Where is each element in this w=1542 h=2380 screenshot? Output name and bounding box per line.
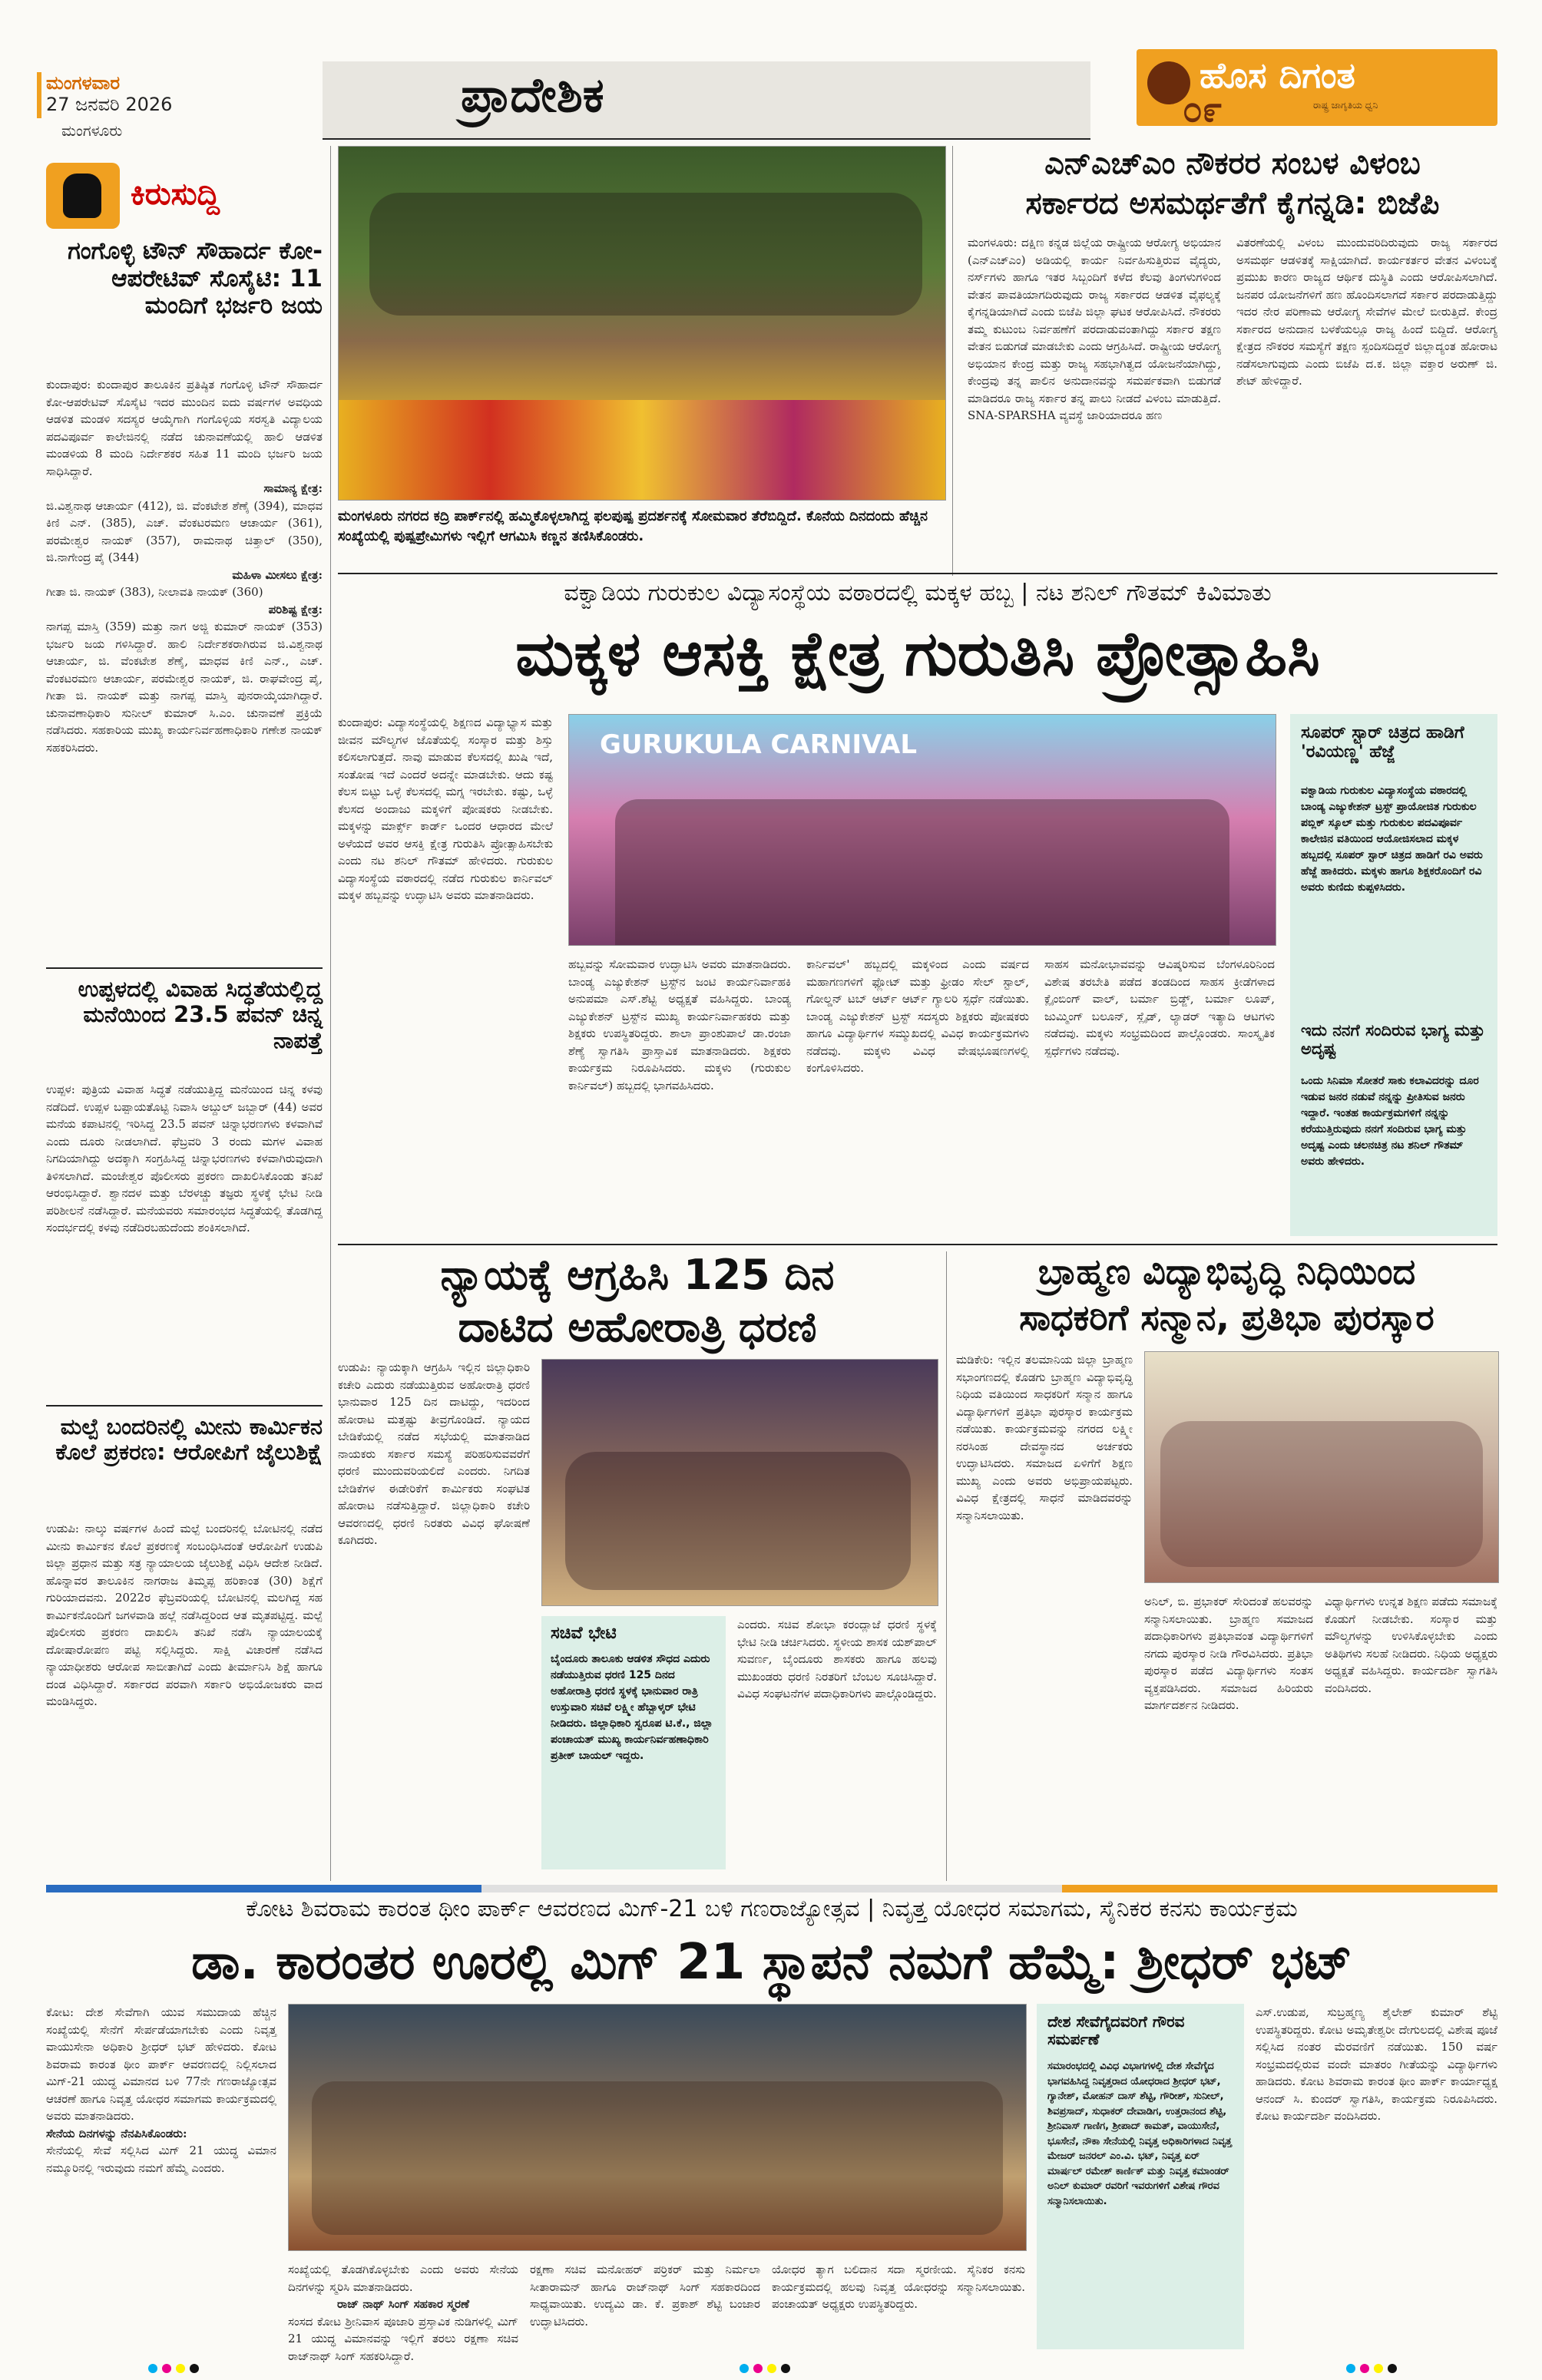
carnival-banner-text: GURUKULA CARNIVAL — [600, 729, 918, 760]
orange-date-bar — [37, 72, 41, 118]
mig21-headline: ಡಾ. ಕಾರಂತರ ಊರಲ್ಲಿ ಮಿಗ್ 21 ಸ್ಥಾಪನೆ ನಮಗೆ ಹೆಮ್ಮೆ: ಶ್ರೀಧರ್ ಭಟ್ — [191, 1934, 1352, 1991]
mig21-col-5: ಎಸ್.ಉಡುಪ, ಸುಬ್ರಹ್ಮಣ್ಯ ಶೈಲೇಶ್ ಕುಮಾರ್ ಶೆಟ್ಟಿ ಉಪಸ್ಥಿತರಿದ್ದರು. ಕೋಟ ಅಮೃತೇಶ್ವರೀ ದೇಗುಲದಲ್ಲಿ ವಿಶೇಷ ಪೂಜೆ ಸಲ್ಲಿಸಿದ ನಂತರ ಮೆರವಣಿಗೆ ನಡೆಯಿತು. 150 ವರ್ಷ ಸಂಭ್ರಮದಲ್ಲಿರುವ ವಂದೇ ಮಾತರಂ ಗೀತೆಯನ್ನು ವಿದ್ಯಾರ್ಥಿಗಳು ಹಾಡಿದರು. ಕೋಟ ಶಿವರಾಮ ಕಾರಂತ ಥೀಂ ಪಾರ್ಕ್ ಕಾರ್ಯಾಧ್ಯಕ್ಷ ಆನಂದ್ ಸಿ. ಕುಂದರ್ ಸ್ವಾಗತಿಸಿ, ಕಾರ್ಯಕ್ರಮ ನಿರೂಪಿಸಿದರು. ಕೋಟ ಕಾರ್ಯದರ್ಶಿ ವಂದಿಸಿದರು. — [1256, 2005, 1497, 2123]
brahmana-col-3: ವಿಧ್ಯಾರ್ಥಿಗಳು ಉನ್ನತ ಶಿಕ್ಷಣ ಪಡೆದು ಸಮಾಜಕ್ಕೆ ಕೊಡುಗೆ ನೀಡಬೇಕು. ಸಂಸ್ಕಾರ ಮತ್ತು ಮೌಲ್ಯಗಳನ್ನು ಉಳಿಸಿಕೊಳ್ಳಬೇಕು ಎಂದು ಅತಿಥಿಗಳು ಸಲಹೆ ನೀಡಿದರು. ನಿಧಿಯ ಅಧ್ಯಕ್ಷರು ಅಧ್ಯಕ್ಷತೆ ವಹಿಸಿದ್ದರು. ಕಾರ್ಯದರ್ಶಿ ಸ್ವಾಗತಿಸಿ ವಂದಿಸಿದರು. — [1325, 1595, 1497, 1695]
stage-people — [615, 799, 1229, 945]
mig21-text-2: ಸಂಖ್ಯೆಯಲ್ಲಿ ತೊಡಗಿಕೊಳ್ಳಬೇಕು ಎಂದು ಅವರು ಸೇನೆಯ ದಿನಗಳನ್ನು ಸ್ಮರಿಸಿ ಮಾತನಾಡಿದರು. — [288, 2263, 518, 2294]
kirusuddi-column — [46, 146, 323, 1896]
dharna-col-1: ಉಡುಪಿ: ನ್ಯಾಯಕ್ಕಾಗಿ ಆಗ್ರಹಿಸಿ ಇಲ್ಲಿನ ಜಿಲ್ಲಾಧಿಕಾರಿ ಕಚೇರಿ ಎದುರು ನಡೆಯುತ್ತಿರುವ ಅಹೋರಾತ್ರಿ ಧರಣಿ ಭಾನುವಾರ 125 ದಿನ ದಾಟಿದ್ದು, ಇದರಿಂದ ಹೋರಾಟ ಮತ್ತಷ್ಟು ತೀವ್ರಗೊಂಡಿದೆ. ನ್ಯಾಯದ ಬೇಡಿಕೆಯಲ್ಲಿ ನಡೆದ ಸಭೆಯಲ್ಲಿ ಮಾತನಾಡಿದ ನಾಯಕರು ಸರ್ಕಾರ ಸಮಸ್ಯೆ ಪರಿಹರಿಸುವವರೆಗೆ ಧರಣಿ ಮುಂದುವರಿಯಲಿದೆ ಎಂದರು. ನಿಗದಿತ ಬೇಡಿಕೆಗಳ ಈಡೇರಿಕೆಗೆ ಕಾರ್ಮಿಕರು ಸಂಘಟಿತ ಹೋರಾಟ ನಡೆಸುತ್ತಿದ್ದಾರೆ. ಜಿಲ್ಲಾಧಿಕಾರಿ ಕಚೇರಿ ಆವರಣದಲ್ಲಿ ಧರಣಿ ನಿರತರು ವಿವಿಧ ಘೋಷಣೆ ಕೂಗಿದರು. — [338, 1360, 530, 1547]
cyan-dot — [1346, 2364, 1355, 2373]
story1-text: ಕುಂದಾಪುರ: ಕುಂದಾಪುರ ತಾಲೂಕಿನ ಪ್ರತಿಷ್ಠಿತ ಗಂಗೊಳ್ಳಿ ಟೌನ್ ಸೌಹಾರ್ದ ಕೋ-ಆಪರೇಟಿವ್ ಸೊಸೈಟಿ ಇದರ ಮುಂದಿನ ಐದು ವರ್ಷಗಳ ಅವಧಿಯ ಆಡಳಿತ ಮಂಡಳಿ ಸದಸ್ಯರ ಆಯ್ಕೆಗಾಗಿ ಗಂಗೊಳ್ಳಿಯ ಸರಸ್ವತಿ ವಿದ್ಯಾಲಯ ಪದವಿಪೂರ್ವ ಕಾಲೇಜಿನಲ್ಲಿ ನಡೆದ ಚುನಾವಣೆಯಲ್ಲಿ ಹಾಲಿ ಆಡಳಿತ ಮಂಡಳಿಯ 8 ಮಂದಿ ನಿರ್ದೇಶಕರ ಸಹಿತ 11 ಮಂದಿ ಭರ್ಜರಿ ಜಯ ಸಾಧಿಸಿದ್ದಾರೆ. — [46, 378, 323, 478]
soopro-body-2: ಒಂದು ಸಿನಿಮಾ ಸೋತರೆ ಸಾಕು ಕಲಾವಿದರನ್ನು ದೂರ ಇಡುವ ಜನರ ನಡುವೆ ನನ್ನನ್ನು ಪ್ರೀತಿಸುವ ಜನರು ಇದ್ದಾರೆ. ಇಂತಹ ಕಾರ್ಯಕ್ರಮಗಳಿಗೆ ನನ್ನನ್ನು ಕರೆಯುತ್ತಿರುವುದು ನನಗೆ ಸಂದಿರುವ ಭಾಗ್ಯ ಮತ್ತು ಅದೃಷ್ಟ ಎಂದು ಚಲನಚಿತ್ರ ನಟ ಶನಿಲ್ ಗೌತಮ್ ಅವರು ಹೇಳಿದರು. — [1301, 1075, 1479, 1168]
divider — [46, 1405, 323, 1407]
dharna-box — [541, 1616, 726, 1869]
page-number: ೦೯ — [1183, 88, 1223, 130]
crowd-shape — [565, 1452, 911, 1590]
story1-sub2: ಮಹಿಳಾ ಮೀಸಲು ಕ್ಷೇತ್ರ: — [232, 567, 323, 582]
yellow-dot — [1374, 2364, 1383, 2373]
soopro-title-2: ಇದು ನನಗೆ ಸಂದಿರುವ ಭಾಗ್ಯ ಮತ್ತು ಅದೃಷ್ಟ — [1301, 1021, 1485, 1059]
flower-show-photo — [338, 146, 946, 501]
gurukula-kicker: ವಕ್ವಾಡಿಯ ಗುರುಕುಲ ವಿದ್ಯಾಸಂಸ್ಥೆಯ ವಠಾರದಲ್ಲಿ ಮಕ್ಕಳ ಹಬ್ಬ | ನಟ ಶನಿಲ್ ಗೌತಮ್ ಕಿವಿಮಾತು — [564, 580, 1272, 607]
story3-headline: ಮಲ್ಪೆ ಬಂದರಿನಲ್ಲಿ ಮೀನು ಕಾರ್ಮಿಕನ ಕೊಲೆ ಪ್ರಕರಣ: ಆರೋಪಿಗೆ ಜೈಲುಶಿಕ್ಷೆ — [55, 1413, 323, 1466]
group-shape — [312, 2081, 1003, 2235]
column-rule — [946, 1251, 947, 1881]
horizontal-rule — [338, 573, 1497, 574]
mig21-col-2 — [288, 2261, 518, 2365]
mig21-kicker: ಕೋಟ ಶಿವರಾಮ ಕಾರಂತ ಥೀಂ ಪಾರ್ಕ್ ಆವರಣದ ಮಿಗ್-21 ಬಳಿ ಗಣರಾಜ್ಯೋತ್ಸವ | ನಿವೃತ್ತ ಯೋಧರ ಸಮಾಗಮ, ಸೈನಿಕರ ಕನಸು ಕಾರ್ಯಕ್ರಮ — [246, 1896, 1298, 1922]
gurukula-col-2: ಹಬ್ಬವನ್ನು ಸೋಮವಾರ ಉದ್ಘಾಟಿಸಿ ಅವರು ಮಾತನಾಡಿದರು. ಬಾಂಡ್ಯ ಎಜ್ಯುಕೇಶನ್ ಟ್ರಸ್ಟ್‌ನ ಜಂಟಿ ಕಾರ್ಯನಿರ್ವಾಹಕಿ ಅನುಪಮಾ ಎಸ್.ಶೆಟ್ಟಿ ಅಧ್ಯಕ್ಷತೆ ವಹಿಸಿದ್ದರು. ಬಾಂಡ್ಯ ಎಜ್ಯುಕೇಶನ್ ಟ್ರಸ್ಟ್‌ನ ಮುಖ್ಯ ಕಾರ್ಯನಿರ್ವಾಹಕರು ಮತ್ತು ಶಿಕ್ಷಕರು ಉಪಸ್ಥಿತರಿದ್ದರು. ಶಾಲಾ ಪ್ರಾಂಶುಪಾಲೆ ಡಾ.ರಂಜಾ ಶೆಣ್ಯೆ ಸ್ವಾಗತಿಸಿ ಪ್ರಾಸ್ತಾವಿಕ ಮಾತನಾಡಿದರು. ಶಿಕ್ಷಕರು ಕಾರ್ಯಕ್ರಮ ನಿರೂಪಿಸಿದರು. ಮಕ್ಕಳು (ಗುರುಕುಲ ಕಾರ್ನಿವಲ್) ಹಬ್ಬದಲ್ಲಿ ಭಾಗವಹಿಸಿದರು. — [568, 957, 791, 1092]
hand-shape — [63, 174, 101, 218]
column-rule — [330, 146, 331, 1881]
mig21-text-2b: ಸಂಸದ ಕೋಟ ಶ್ರೀನಿವಾಸ ಪೂಜಾರಿ ಪ್ರಸ್ತಾವಿಕ ನುಡಿಗಳಲ್ಲಿ ಮಿಗ್ 21 ಯುದ್ಧ ವಿಮಾನವನ್ನು ಇಲ್ಲಿಗೆ ತರಲು ರಕ್ಷಣಾ ಸಚಿವ ರಾಜ್‌ನಾಥ್ ಸಿಂಗ್ ಸಹಕರಿಸಿದ್ದಾರೆ. — [288, 2314, 518, 2363]
black-dot — [190, 2364, 199, 2373]
color-strip — [46, 1885, 1497, 1892]
kirusuddi-badge — [46, 163, 323, 232]
day-label: ಮಂಗಳವಾರ — [46, 72, 121, 94]
dharna-headline-1: ನ್ಯಾಯಕ್ಕೆ ಆಗ್ರಹಿಸಿ 125 ದಿನ — [440, 1251, 835, 1299]
gurukula-col-4: ಸಾಹಸ ಮನೋಭಾವವನ್ನು ಆವಿಷ್ಕರಿಸುವ ಬೆಂಗಳೂರಿನಿಂದ ವಿಶೇಷ ತರಬೇತಿ ಪಡೆದ ತಂಡದಿಂದ ಸಾಹಸ ಕ್ರೀಡೆಗಳಾದ ಕ್ಲೈಂಬಿಂಗ್ ವಾಲ್, ಬರ್ಮಾ ಬ್ರಿಡ್ಜ್, ಬರ್ಮಾ ಲೂಪ್, ಜುಮ್ಮಿಂಗ್ ಬಲೂನ್, ಸ್ಲೈಡ್, ಲ್ಯಾಡರ್ ಇತ್ಯಾದಿ ಆಟಗಳು ನಡೆದವು. ಮಕ್ಕಳು ಸಂಭ್ರಮದಿಂದ ಪಾಲ್ಗೊಂಡರು. ಸಾಂಸ್ಕೃತಿಕ ಸ್ಪರ್ಧೆಗಳು ನಡೆದವು. — [1044, 957, 1275, 1058]
date-label: 27 ಜನವರಿ 2026 — [46, 94, 173, 115]
story1-text3: ಗೀತಾ ಜಿ. ನಾಯಕ್ (383), ನೀಲಾವತಿ ನಾಯಕ್ (360) — [46, 585, 263, 599]
gurukula-headline: ಮಕ್ಕಳ ಆಸಕ್ತಿ ಕ್ಷೇತ್ರ ಗುರುತಿಸಿ ಪ್ರೋತ್ಸಾಹಿಸಿ — [515, 618, 1320, 689]
gurukula-col-1: ಕುಂದಾಪುರ: ವಿದ್ಯಾಸಂಸ್ಥೆಯಲ್ಲಿ ಶಿಕ್ಷಣದ ವಿದ್ಯಾಭ್ಯಾಸ ಮತ್ತು ಜೀವನ ಮೌಲ್ಯಗಳ ಜೊತೆಯಲ್ಲಿ ಸಂಸ್ಕಾರ ಮತ್ತು ಶಿಸ್ತು ಕಲಿಸಲಾಗುತ್ತದೆ. ನಾವು ಮಾಡುವ ಕೆಲಸದಲ್ಲಿ ಖುಷಿ ಇದೆ, ಸಂತೋಷ ಇದೆ ಎಂದರೆ ಅದನ್ನೇ ಮಾಡಬೇಕು. ಆದು ಕಷ್ಟ ಕೆಲಸ ಬಿಟ್ಟು ಒಳ್ಳೆ ಕೆಲಸದಲ್ಲಿ ಮಗ್ನ ಇರಬೇಕು. ಕಷ್ಟು, ಒಳ್ಳೆ ಕೆಲಸದ ಅಂದಾಜು ಮಕ್ಕಳಿಗೆ ಪೋಷಕರು ನೀಡಬೇಕು. ಮಕ್ಕಳನ್ನು ಮಾರ್ಕ್ಸ್ ಕಾರ್ಡ್ ಒಂದರ ಆಧಾರದ ಮೇಲೆ ಅಳೆಯದೆ ಅವರ ಆಸಕ್ತಿ ಕ್ಷೇತ್ರ ಗುರುತಿಸಿ ಪ್ರೋತ್ಸಾಹಿಸಬೇಕು ಎಂದು ನಟ ಶನಿಲ್ ಗೌತಮ್ ಹೇಳಿದರು. ಗುರುಕುಲ ವಿದ್ಯಾಸಂಸ್ಥೆಯ ವಠಾರದಲ್ಲಿ ನಡೆದ ಗುರುಕುಲ ಕಾರ್ನಿವಲ್ ಮಕ್ಕಳ ಹಬ್ಬವನ್ನು ಉದ್ಘಾಟಿಸಿ ಅವರು ಮಾತನಾಡಿದರು. — [338, 716, 553, 902]
mig21-sub: ಸೇನೆಯ ದಿನಗಳನ್ನು ನೆನಪಿಸಿಕೊಂಡರು: — [46, 2126, 187, 2140]
story1-sub3: ಪರಿಶಿಷ್ಟ ಕ್ಷೇತ್ರ: — [268, 602, 323, 616]
registration-marks-right — [1344, 2362, 1399, 2376]
gurukula-col-3: ಕಾರ್ನಿವಲ್' ಹಬ್ಬದಲ್ಲಿ ಮಕ್ಕಳಿಂದ ಎಂದು ವರ್ಷದ ಮಹಾಗಣಗಳಿಗೆ ಫ್ಲೋಟ್ ಮತ್ತು ಫ್ರೀಡಂ ಸೇಲ್ ಸ್ಟಾಲ್, ಗೋಲ್ಡನ್ ಟಬ್ ಆರ್ಟ್ ಆರ್ಟ್ ಗ್ಯಾಲರಿ ಸ್ಪರ್ಧೆ ನಡೆಯಿತು. ಬಾಂಡ್ಯ ಎಜ್ಯುಕೇಶನ್ ಟ್ರಸ್ಟ್ ಸದಸ್ಯರು ಶಿಕ್ಷಕರು ಪೋಷಕರು ಹಾಗೂ ವಿದ್ಯಾರ್ಥಿಗಳ ಸಮ್ಮುಖದಲ್ಲಿ ವಿವಿಧ ಕಾರ್ಯಕ್ರಮಗಳು ನಡೆದವು. ಮಕ್ಕಳು ವಿವಿಧ ವೇಷಭೂಷಣಗಳಲ್ಲಿ ಕಂಗೊಳಿಸಿದರು. — [806, 957, 1029, 1075]
story1-sub1: ಸಾಮಾನ್ಯ ಕ್ಷೇತ್ರ: — [263, 481, 323, 495]
story1-body — [46, 376, 323, 756]
mig21-col-3: ರಕ್ಷಣಾ ಸಚಿವ ಮನೋಹರ್ ಪರ್ರಿಕರ್ ಮತ್ತು ನಿರ್ಮಲಾ ಸೀತಾರಾಮನ್ ಹಾಗೂ ರಾಜ್‌ನಾಥ್ ಸಿಂಗ್ ಸಹಕಾರದಿಂದ ಸಾಧ್ಯವಾಯಿತು. ಉದ್ಯಮಿ ಡಾ. ಕೆ. ಪ್ರಕಾಶ್ ಶೆಟ್ಟಿ ಬಂಜಾರ ಉದ್ಘಾಟಿಸಿದರು. — [530, 2263, 760, 2329]
story1-headline: ಗಂಗೊಳ್ಳಿ ಟೌನ್ ಸೌಹಾರ್ದ ಕೋ-ಆಪರೇಟಿವ್ ಸೊಸೈಟಿ: 11 ಮಂದಿಗೆ ಭರ್ಜರಿ ಜಯ — [68, 237, 323, 320]
brahmana-col-1: ಮಡಿಕೇರಿ: ಇಲ್ಲಿನ ತಲಮಾನಿಯ ಜಿಲ್ಲಾ ಬ್ರಾಹ್ಮಣ ಸಭಾಂಗಣದಲ್ಲಿ ಕೊಡಗು ಬ್ರಾಹ್ಮಣ ವಿದ್ಯಾಭಿವೃದ್ಧಿ ನಿಧಿಯ ವತಿಯಿಂದ ಸಾಧಕರಿಗೆ ಸನ್ಮಾನ ಹಾಗೂ ವಿದ್ಯಾರ್ಥಿಗಳಿಗೆ ಪ್ರತಿಭಾ ಪುರಸ್ಕಾರ ಕಾರ್ಯಕ್ರಮ ನಡೆಯಿತು. ಕಾರ್ಯಕ್ರಮವನ್ನು ನಗರದ ಲಕ್ಷ್ಮೀ ನರಸಿಂಹ ದೇವಸ್ಥಾನದ ಅರ್ಚಕರು ಉದ್ಘಾಟಿಸಿದರು. ಸಮಾಜದ ಏಳಿಗೆಗೆ ಶಿಕ್ಷಣ ಮುಖ್ಯ ಎಂದು ಅವರು ಅಭಿಪ್ರಾಯಪಟ್ಟರು. ವಿವಿಧ ಕ್ಷೇತ್ರದಲ್ಲಿ ಸಾಧನೆ ಮಾಡಿದವರನ್ನು ಸನ್ಮಾನಿಸಲಾಯಿತು. — [956, 1353, 1133, 1522]
nhm-col-2: ವಿತರಣೆಯಲ್ಲಿ ವಿಳಂಬ ಮುಂದುವರಿದಿರುವುದು ರಾಜ್ಯ ಸರ್ಕಾರದ ಅಸಮರ್ಥ ಆಡಳಿತಕ್ಕೆ ಸಾಕ್ಷಿಯಾಗಿದೆ. ಕಾರ್ಯಕರ್ತರ ವೇತನ ವಿಳಂಬಕ್ಕೆ ಪ್ರಮುಖ ಕಾರಣ ರಾಜ್ಯದ ಆರ್ಥಿಕ ದುಸ್ಥಿತಿ ಎಂದು ಆರೋಪಿಸಲಾಗಿದೆ. ಜನಪರ ಯೋಜನೆಗಳಿಗೆ ಹಣ ಹೊಂದಿಸಲಾಗದೆ ಸರ್ಕಾರ ಪರದಾಡುತ್ತಿದ್ದು ಇದರ ನೇರ ಪರಿಣಾಮ ಆರೋಗ್ಯ ಸೇವೆಗಳ ಮೇಲೆ ಬೀರುತ್ತಿದೆ. ಕೇಂದ್ರ ಸರ್ಕಾರದ ಅನುದಾನ ಬಳಕೆಯಲ್ಲೂ ರಾಜ್ಯ ಹಿಂದೆ ಬಿದ್ದಿದೆ. ಆರೋಗ್ಯ ಕ್ಷೇತ್ರದ ನೌಕರರ ಸಮಸ್ಯೆಗೆ ತಕ್ಷಣ ಸ್ಪಂದಿಸದಿದ್ದರೆ ಜಿಲ್ಲಾದ್ಯಂತ ಹೋರಾಟ ನಡೆಸಲಾಗುವುದು ಎಂದು ಬಿಜೆಪಿ ದ.ಕ. ಜಿಲ್ಲಾ ವಕ್ತಾರ ಅರುಣ್ ಜಿ. ಶೇಟ್ ಹೇಳಿದ್ದಾರೆ. — [1236, 236, 1497, 388]
black-dot — [1388, 2364, 1397, 2373]
cyan-dot — [740, 2364, 749, 2373]
mig21-box — [1037, 2004, 1244, 2349]
story1-text4: ನಾಗಪ್ಪ ಮಾಸ್ತಿ (359) ಮತ್ತು ನಾಗ ಅಜ್ಜಿ ಕುಮಾರ್ ನಾಯಕ್ (353) ಭರ್ಜರಿ ಜಯ ಗಳಿಸಿದ್ದಾರೆ. ಹಾಲಿ ನಿರ್ದೇಶಕರಾಗಿರುವ ಜಿ.ವಿಶ್ವನಾಥ ಆಚಾರ್ಯ, ಜಿ. ವೆಂಕಟೇಶ ಶೆಣೈ, ಮಾಧವ ಕಿಣಿ ಎನ್., ಎಚ್. ವೆಂಕಟರಮಣ ಆಚಾರ್ಯ, ಪರಮೇಶ್ವರ ನಾಯಕ್, ಜಿ. ರಾಘವೇಂದ್ರ ಪೈ, ಗೀತಾ ಜಿ. ನಾಯಕ್ ಮತ್ತು ನಾಗಪ್ಪ ಮಾಸ್ತಿ ಪುನರಾಯ್ಕೆಯಾಗಿದ್ದಾರೆ. ಚುನಾವಣಾಧಿಕಾರಿ ಸುನೀಲ್ ಕುಮಾರ್ ಸಿ.ಎಂ. ಚುನಾವಣೆ ಪ್ರಕ್ರಿಯೆ ನಡೆಸಿದರು. ಸಹಕಾರಿಯ ಮುಖ್ಯ ಕಾರ್ಯನಿರ್ವಹಣಾಧಿಕಾರಿ ಗಣೇಶ ನಾಯಕ್ ಸಹಕರಿಸಿದರು. — [46, 620, 323, 755]
soopro-box — [1290, 714, 1497, 1236]
brahmana-headline-2: ಸಾಧಕರಿಗೆ ಸನ್ಮಾನ, ಪ್ರತಿಭಾ ಪುರಸ್ಕಾರ — [1019, 1297, 1434, 1338]
soopro-title: ಸೂಪರ್ ಸ್ಟಾರ್ ಚಿತ್ರದ ಹಾಡಿಗೆ 'ರವಿಯಣ್ಣ' ಹೆಜ್ಜೆ — [1301, 723, 1464, 762]
column-rule — [952, 146, 953, 576]
nhm-headline-1: ಎನ್‌ಎಚ್‌ಎಂ ನೌಕರರ ಸಂಬಳ ವಿಳಂಬ — [1044, 146, 1421, 181]
nhm-col-1: ಮಂಗಳೂರು: ದಕ್ಷಿಣ ಕನ್ನಡ ಜಿಲ್ಲೆಯ ರಾಷ್ಟ್ರೀಯ ಆರೋಗ್ಯ ಅಭಿಯಾನ (ಎನ್‌ಎಚ್‌ಎಂ) ಅಡಿಯಲ್ಲಿ ಕಾರ್ಯ ನಿರ್ವಹಿಸುತ್ತಿರುವ ವೈದ್ಯರು, ನರ್ಸ್‌ಗಳು ಹಾಗೂ ಇತರ ಸಿಬ್ಬಂದಿಗೆ ಕಳೆದ ಕೆಲವು ತಿಂಗಳುಗಳಿಂದ ವೇತನ ಪಾವತಿಯಾಗದಿರುವುದು ರಾಜ್ಯ ಸರ್ಕಾರದ ಆಡಳಿತ ವೈಫಲ್ಯಕ್ಕೆ ಕೈಗನ್ನಡಿಯಾಗಿದೆ ಎಂದು ಬಿಜೆಪಿ ಜಿಲ್ಲಾ ಘಟಕ ಆರೋಪಿಸಿದೆ. ನೌಕರರು ತಮ್ಮ ಕುಟುಂಬ ನಿರ್ವಹಣೆಗೆ ಪರದಾಡುವಂತಾಗಿದ್ದು ಸರ್ಕಾರ ತಕ್ಷಣ ವೇತನ ಬಿಡುಗಡೆ ಮಾಡಬೇಕು ಎಂದು ಆಗ್ರಹಿಸಿದೆ. ರಾಷ್ಟ್ರೀಯ ಆರೋಗ್ಯ ಅಭಿಯಾನ ಕೇಂದ್ರ ಮತ್ತು ರಾಜ್ಯ ಸಹಭಾಗಿತ್ವದ ಯೋಜನೆಯಾಗಿದ್ದು, ಕೇಂದ್ರವು ತನ್ನ ಪಾಲಿನ ಅನುದಾನವನ್ನು ಸಮರ್ಪಕವಾಗಿ ಬಿಡುಗಡೆ ಮಾಡಿದರೂ ರಾಜ್ಯ ಸರ್ಕಾರ ತನ್ನ ಪಾಲು ನೀಡದೆ ವಿಳಂಬ ಮಾಡುತ್ತಿದೆ. SNA-SPARSHA ವ್ಯವಸ್ಥೆ ಜಾರಿಯಾದರೂ ಹಣ — [968, 236, 1221, 422]
gurukula-stage-photo — [568, 714, 1276, 946]
brahmana-photo — [1144, 1351, 1499, 1583]
mig21-text-1b: ಸೇನೆಯಲ್ಲಿ ಸೇವೆ ಸಲ್ಲಿಸಿದ ಮಿಗ್ 21 ಯುದ್ಧ ವಿಮಾನ ನಮ್ಮೂರಿನಲ್ಲಿ ಇರುವುದು ನಮಗೆ ಹೆಮ್ಮೆ ಎಂದರು. — [46, 2144, 276, 2175]
soopro-body: ವಕ್ವಾಡಿಯ ಗುರುಕುಲ ವಿದ್ಯಾಸಂಸ್ಥೆಯ ವಠಾರದಲ್ಲಿ ಬಾಂಡ್ಯ ಎಜ್ಯುಕೇಶನ್ ಟ್ರಸ್ಟ್ ಪ್ರಾಯೋಜಿತ ಗುರುಕುಲ ಪಬ್ಲಿಕ್ ಸ್ಕೂಲ್ ಮತ್ತು ಗುರುಕುಲ ಪದವಿಪೂರ್ವ ಕಾಲೇಜಿನ ವತಿಯಿಂದ ಆಯೋಜಿಸಲಾದ ಮಕ್ಕಳ ಹಬ್ಬದಲ್ಲಿ ಸೂಪರ್ ಸ್ಟಾರ್ ಚಿತ್ರದ ಹಾಡಿಗೆ ರವಿ ಅವರು ಹೆಜ್ಜೆ ಹಾಕಿದರು. ಮಕ್ಕಳು ಹಾಗೂ ಶಿಕ್ಷಕರೊಂದಿಗೆ ರವಿ ಅವರು ಕುಣಿದು ಕುಪ್ಪಳಿಸಿದರು. — [1301, 785, 1483, 894]
dharna-headline-2: ದಾಟಿದ ಅಹೋರಾತ್ರಿ ಧರಣಿ — [458, 1303, 817, 1351]
dharna-col-2: ಎಂದರು. ಸಚಿವ ಶೋಭಾ ಕರಂದ್ಲಾಜೆ ಧರಣಿ ಸ್ಥಳಕ್ಕೆ ಭೇಟಿ ನೀಡಿ ಚರ್ಚಿಸಿದರು. ಸ್ಥಳೀಯ ಶಾಸಕ ಯಶ್‌ಪಾಲ್ ಸುವರ್ಣ, ಬೈಂದೂರು ಶಾಸಕರು ಹಾಗೂ ಹಲವು ಮುಖಂಡರು ಧರಣಿ ನಿರತರಿಗೆ ಬೆಂಬಲ ಸೂಚಿಸಿದ್ದಾರೆ. ವಿವಿಧ ಸಂಘಟನೆಗಳ ಪದಾಧಿಕಾರಿಗಳು ಪಾಲ್ಗೊಂಡಿದ್ದರು. — [737, 1618, 937, 1701]
section-title-bg — [323, 61, 1090, 140]
magenta-dot — [1360, 2364, 1369, 2373]
kirusuddi-label: ಕಿರುಸುದ್ದಿ — [131, 177, 220, 212]
crowd-shape — [369, 193, 922, 316]
mig21-box-body: ಸಮಾರಂಭದಲ್ಲಿ ವಿವಿಧ ವಿಭಾಗಗಳಲ್ಲಿ ದೇಶ ಸೇವೆಗೈದ ಭಾಗವಹಿಸಿದ್ದ ನಿವೃತ್ತರಾದ ಯೋಧರಾದ ಶ್ರೀಧರ್ ಭಟ್, ಗ್ಯಾನೇಶ್, ಮೋಹನ್ ದಾಸ್ ಶೆಟ್ಟಿ, ಗೌರೀಶ್, ಸುನೀಲ್, ಶಿವಪ್ರಸಾದ್, ಸುಧಾಕರ್ ದೇವಾಡಿಗ, ಉತ್ತರಾನಂದ ಶೆಟ್ಟಿ, ಶ್ರೀನಿವಾಸ್ ಗಾಣಿಗ, ಶ್ರೀಪಾದ್ ಕಾಮತ್, ವಾಯುಸೇನೆ, ಭೂಸೇನೆ, ನೌಕಾ ಸೇನೆಯಲ್ಲಿ ನಿವೃತ್ತ ಅಧಿಕಾರಿಗಳಾದ ನಿವೃತ್ತ ಮೇಜರ್ ಜನರಲ್ ಎಂ.ವಿ. ಭಟ್, ನಿವೃತ್ತ ಏರ್ ಮಾರ್ಷಲ್ ರಮೇಶ್ ಕಾರ್ಣಿಕ್ ಮತ್ತು ನಿವೃತ್ತ ಕಮಾಂಡರ್ ಅನಿಲ್ ಕುಮಾರ್ ರವರಿಗೆ ಇವರುಗಳಿಗೆ ವಿಶೇಷ ಗೌರವ ಸನ್ಮಾನಿಸಲಾಯಿತು. — [1047, 2061, 1232, 2207]
mig21-group-photo — [288, 2004, 1027, 2251]
magenta-dot — [753, 2364, 763, 2373]
mig21-text-1: ಕೋಟ: ದೇಶ ಸೇವೆಗಾಗಿ ಯುವ ಸಮುದಾಯ ಹೆಚ್ಚಿನ ಸಂಖ್ಯೆಯಲ್ಲಿ ಸೇನೆಗೆ ಸೇರ್ಪಡೆಯಾಗಬೇಕು ಎಂದು ನಿವೃತ್ತ ವಾಯುಸೇನಾ ಅಧಿಕಾರಿ ಶ್ರೀಧರ್ ಭಟ್ ಹೇಳಿದರು. ಕೋಟ ಶಿವರಾಮ ಕಾರಂತ ಥೀಂ ಪಾರ್ಕ್ ಆವರಣದಲ್ಲಿ ನಿಲ್ಲಿಸಲಾದ ಮಿಗ್-21 ಯುದ್ಧ ವಿಮಾನದ ಬಳಿ 77ನೇ ಗಣರಾಜ್ಯೋತ್ಸವ ಆಚರಣೆ ಹಾಗೂ ನಿವೃತ್ತ ಯೋಧರ ಸಮಾಗಮ ಕಾರ್ಯಕ್ರಮದಲ್ಲಿ ಅವರು ಮಾತನಾಡಿದರು. — [46, 2005, 276, 2123]
dharna-photo — [541, 1359, 938, 1606]
brahmana-col-2: ಅನಿಲ್, ಬಿ. ಪ್ರಭಾಕರ್ ಸೇರಿದಂತೆ ಹಲವರನ್ನು ಸನ್ಮಾನಿಸಲಾಯಿತು. ಬ್ರಾಹ್ಮಣ ಸಮಾಜದ ಪದಾಧಿಕಾರಿಗಳು ಪ್ರತಿಭಾವಂತ ವಿದ್ಯಾರ್ಥಿಗಳಿಗೆ ನಗದು ಪುರಸ್ಕಾರ ನೀಡಿ ಗೌರವಿಸಿದರು. ಪ್ರತಿಭಾ ಪುರಸ್ಕಾರ ಪಡೆದ ವಿದ್ಯಾರ್ಥಿಗಳು ಸಂತಸ ವ್ಯಕ್ತಪಡಿಸಿದರು. ಸಮಾಜದ ಹಿರಿಯರು ಮಾರ್ಗದರ್ಶನ ನೀಡಿದರು. — [1144, 1595, 1313, 1712]
story2-headline: ಉಪ್ಪಳದಲ್ಲಿ ವಿವಾಹ ಸಿದ್ಧತೆಯಲ್ಲಿದ್ದ ಮನೆಯಿಂದ 23.5 ಪವನ್ ಚಿನ್ನ ನಾಪತ್ತೆ — [78, 976, 323, 1053]
brand-tagline: ರಾಷ್ಟ್ರ ಜಾಗೃತಿಯ ಧ್ವನಿ — [1313, 100, 1378, 111]
story1-text2: ಜಿ.ವಿಶ್ವನಾಥ ಆಚಾರ್ಯ (412), ಜಿ. ವೆಂಕಟೇಶ ಶೆಣೈ (394), ಮಾಧವ ಕಿಣಿ ಎನ್. (385), ಎಚ್. ವೆಂಕಟರಮಣ ಆಚಾರ್ಯ (361), ಪರಮೇಶ್ವರ ನಾಯಕ್ (357), ರಾಮನಾಥ ಚಿತ್ತಾಲ್ (350), ಜಿ.ನಾಗೇಂದ್ರ ಪೈ (344) — [46, 498, 323, 564]
story3-body: ಉಡುಪಿ: ನಾಲ್ಕು ವರ್ಷಗಳ ಹಿಂದೆ ಮಲ್ಪೆ ಬಂದರಿನಲ್ಲಿ ಬೋಟಿನಲ್ಲಿ ನಡೆದ ಮೀನು ಕಾರ್ಮಿಕನ ಕೊಲೆ ಪ್ರಕರಣಕ್ಕೆ ಸಂಬಂಧಿಸಿದಂತೆ ಆರೋಪಿಗೆ ಉಡುಪಿ ಜಿಲ್ಲಾ ಪ್ರಧಾನ ಮತ್ತು ಸತ್ರ ನ್ಯಾಯಾಲಯ ಜೈಲುಶಿಕ್ಷೆ ವಿಧಿಸಿ ಆದೇಶ ನೀಡಿದೆ. ಹೊನ್ನಾವರ ತಾಲೂಕಿನ ನಾಗರಾಜ ತಿಮ್ಮಪ್ಪ ಹರಿಕಾಂತ (30) ಶಿಕ್ಷೆಗೆ ಗುರಿಯಾದವನು. 2022ರ ಫೆಬ್ರವರಿಯಲ್ಲಿ ಬೋಟಿನಲ್ಲಿ ಮಲಗಿದ್ದ ಸಹ ಕಾರ್ಮಿಕನೊಂದಿಗೆ ಜಗಳವಾಡಿ ಹಲ್ಲೆ ನಡೆಸಿದ್ದರಿಂದ ಆತ ಮೃತಪಟ್ಟಿದ್ದ. ಮಲ್ಪೆ ಪೊಲೀಸರು ಪ್ರಕರಣ ದಾಖಲಿಸಿ ತನಿಖೆ ನಡೆಸಿ ನ್ಯಾಯಾಲಯಕ್ಕೆ ದೋಷಾರೋಪಣ ಪಟ್ಟಿ ಸಲ್ಲಿಸಿದ್ದರು. ಸಾಕ್ಷಿ ವಿಚಾರಣೆ ನಡೆಸಿದ ನ್ಯಾಯಾಧೀಶರು ಆರೋಪ ಸಾಬೀತಾಗಿದೆ ಎಂದು ತೀರ್ಮಾನಿಸಿ ಶಿಕ್ಷೆ ಹಾಗೂ ದಂಡ ವಿಧಿಸಿದ್ದಾರೆ. ಸರ್ಕಾರದ ಪರವಾಗಿ ಸರ್ಕಾರಿ ಅಭಿಯೋಜಕರು ವಾದ ಮಂಡಿಸಿದ್ದರು. — [46, 1522, 323, 1708]
story2-body: ಉಪ್ಪಳ: ಪುತ್ರಿಯ ವಿವಾಹ ಸಿದ್ಧತೆ ನಡೆಯುತ್ತಿದ್ದ ಮನೆಯಿಂದ ಚಿನ್ನ ಕಳವು ನಡೆದಿದೆ. ಉಪ್ಪಳ ಬಪ್ಪಾಯತೊಟ್ಟಿ ನಿವಾಸಿ ಅಬ್ದುಲ್ ಜಬ್ಬಾರ್ (44) ಅವರ ಮನೆಯ ಕಪಾಟಿನಲ್ಲಿ ಇರಿಸಿದ್ದ 23.5 ಪವನ್ ಚಿನ್ನಾಭರಣಗಳು ಕಳವಾಗಿವೆ ಎಂದು ದೂರು ನೀಡಲಾಗಿದೆ. ಫೆಬ್ರವರಿ 3 ರಂದು ಮಗಳ ವಿವಾಹ ನಿಗದಿಯಾಗಿದ್ದು ಅದಕ್ಕಾಗಿ ಸಂಗ್ರಹಿಸಿದ್ದ ಚಿನ್ನಾಭರಣಗಳು ಕಳವಾಗಿರುವುದಾಗಿ ತಿಳಿಸಲಾಗಿದೆ. ಮಂಜೇಶ್ವರ ಪೊಲೀಸರು ಪ್ರಕರಣ ದಾಖಲಿಸಿಕೊಂಡು ತನಿಖೆ ಆರಂಭಿಸಿದ್ದಾರೆ. ಶ್ವಾನದಳ ಮತ್ತು ಬೆರಳಚ್ಚು ತಜ್ಞರು ಸ್ಥಳಕ್ಕೆ ಭೇಟಿ ನೀಡಿ ಪರಿಶೀಲನೆ ನಡೆಸಿದ್ದಾರೆ. ಮನೆಯವರು ಸಮಾರಂಭದ ಸಿದ್ಧತೆಯಲ್ಲಿ ತೊಡಗಿದ್ದ ಸಂದರ್ಭದಲ್ಲಿ ಕಳವು ನಡೆದಿರಬಹುದೆಂದು ಶಂಕಿಸಲಾಗಿದೆ. — [46, 1083, 323, 1235]
cyan-dot — [148, 2364, 157, 2373]
flower-show-caption: ಮಂಗಳೂರು ನಗರದ ಕದ್ರಿ ಪಾರ್ಕ್‌ನಲ್ಲಿ ಹಮ್ಮಿಕೊಳ್ಳಲಾಗಿದ್ದ ಫಲಪುಷ್ಪ ಪ್ರದರ್ಶನಕ್ಕೆ ಸೋಮವಾರ ತೆರೆಬಿದ್ದಿದೆ. ಕೊನೆಯ ದಿನದಂದು ಹೆಚ್ಚಿನ ಸಂಖ್ಯೆಯಲ್ಲಿ ಪುಷ್ಪಪ್ರೇಮಿಗಳು ಇಲ್ಲಿಗೆ ಆಗಮಿಸಿ ಕಣ್ಣನ ತಣಿಸಿಕೊಂಡರು. — [338, 508, 928, 545]
black-dot — [781, 2364, 790, 2373]
masthead — [0, 0, 1542, 138]
horizontal-rule — [338, 1244, 1497, 1245]
section-title: ಪ್ರಾದೇಶಿಕ — [461, 67, 604, 123]
people-shape — [1160, 1421, 1483, 1567]
city-label: ಮಂಗಳೂರು — [61, 121, 123, 140]
yellow-dot — [176, 2364, 185, 2373]
dharna-box-title: ಸಚಿವೆ ಭೇಟಿ — [551, 1624, 617, 1643]
brand-name: ಹೊಸ ದಿಗಂತ — [1200, 55, 1355, 96]
mig21-sub-2: ರಾಜ್ ನಾಥ್ ಸಿಂಗ್ ಸಹಕಾರ ಸ್ಮರಣೆ — [336, 2297, 470, 2311]
yellow-dot — [767, 2364, 776, 2373]
mig21-box-title: ದೇಶ ಸೇವೆಗೈದವರಿಗೆ ಗೌರವ ಸಮರ್ಪಣೆ — [1047, 2012, 1185, 2048]
magenta-dot — [162, 2364, 171, 2373]
mig21-col-1 — [46, 2004, 276, 2177]
registration-marks-left — [146, 2362, 201, 2376]
dharna-box-body: ಬೈಂದೂರು ತಾಲೂಕು ಆಡಳಿತ ಸೌಧದ ಎದುರು ನಡೆಯುತ್ತಿರುವ ಧರಣಿ 125 ದಿನದ ಅಹೋರಾತ್ರಿ ಧರಣಿ ಸ್ಥಳಕ್ಕೆ ಭಾನುವಾರ ರಾತ್ರಿ ಉಸ್ತುವಾರಿ ಸಚಿವೆ ಲಕ್ಷ್ಮೀ ಹೆಬ್ಬಾಳ್ಕರ್ ಭೇಟಿ ನೀಡಿದರು. ಜಿಲ್ಲಾಧಿಕಾರಿ ಸ್ವರೂಪ ಟಿ.ಕೆ., ಜಿಲ್ಲಾ ಪಂಚಾಯತ್ ಮುಖ್ಯ ಕಾರ್ಯನಿರ್ವಹಣಾಧಿಕಾರಿ ಪ್ರತೀಕ್ ಬಾಯಲ್ ಇದ್ದರು. — [551, 1653, 713, 1762]
mig21-col-4: ಯೋಧರ ತ್ಯಾಗ ಬಲಿದಾನ ಸದಾ ಸ್ಮರಣೀಯ. ಸೈನಿಕರ ಕನಸು ಕಾರ್ಯಕ್ರಮದಲ್ಲಿ ಹಲವು ನಿವೃತ್ತ ಯೋಧರನ್ನು ಸನ್ಮಾನಿಸಲಾಯಿತು. ಪಂಚಾಯತ್ ಅಧ್ಯಕ್ಷರು ಉಪಸ್ಥಿತರಿದ್ದರು. — [772, 2263, 1025, 2311]
nhm-headline-2: ಸರ್ಕಾರದ ಅಸಮರ್ಥತೆಗೆ ಕೈಗನ್ನಡಿ: ಬಿಜೆಪಿ — [1025, 186, 1440, 221]
flower-bed — [339, 400, 945, 500]
divider — [46, 967, 323, 969]
brahmana-headline-1: ಬ್ರಾಹ್ಮಣ ವಿದ್ಯಾಭಿವೃದ್ಧಿ ನಿಧಿಯಿಂದ — [1037, 1251, 1416, 1292]
registration-marks-center — [737, 2362, 793, 2376]
